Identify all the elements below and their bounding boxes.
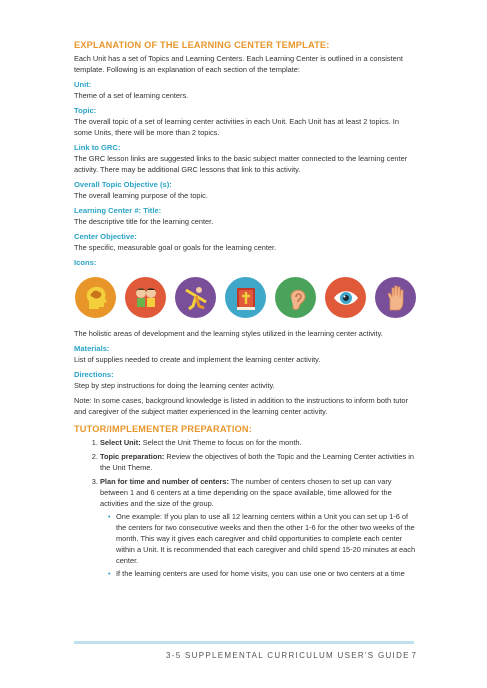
hand-icon	[375, 277, 416, 318]
intro-paragraph: Each Unit has a set of Topics and Learning Centers. Each Learning Center is outlined in a consistent template. Following is an explanation of each section of the template:	[74, 54, 403, 74]
section-title: Icons:	[74, 258, 97, 267]
section-directions	[74, 369, 418, 391]
list-item	[100, 451, 418, 473]
step-label: Topic preparation:	[100, 452, 165, 461]
section-body: Theme of a set of learning centers.	[74, 91, 189, 100]
section-title: Unit:	[74, 80, 92, 89]
icons-caption: The holistic areas of development and the learning styles utilized in the learning center activity.	[74, 329, 383, 338]
list-item	[100, 476, 418, 579]
section-materials	[74, 343, 418, 365]
section-body: The GRC lesson links are suggested links to the basic subject matter connected to the learning center activity. There may be additional GRC lessons that link to this activity.	[74, 154, 408, 174]
section-body: Step by step instructions for doing the learning center activity.	[74, 381, 275, 390]
yoga-figure-icon	[175, 277, 216, 318]
section-title: Center Objective:	[74, 232, 137, 241]
page-footer	[166, 651, 416, 660]
preparation-steps	[74, 437, 418, 579]
children-icon	[125, 277, 166, 318]
section-center-objective	[74, 231, 418, 253]
bullet-item: • If the learning centers are used for home visits, you can use one or two centers at a time	[108, 568, 418, 579]
footer-rule	[74, 641, 414, 644]
icon-row	[75, 277, 418, 318]
section-title: Materials:	[74, 344, 110, 353]
section-title: Topic:	[74, 106, 97, 115]
step-text: Select the Unit Theme to focus on for the month.	[140, 438, 302, 447]
section-topic	[74, 105, 418, 138]
document-page	[74, 40, 418, 582]
list-item	[100, 437, 418, 448]
section-title: Directions:	[74, 370, 114, 379]
step-label: Plan for time and number of centers:	[100, 477, 229, 486]
note-paragraph: Note: In some cases, background knowledge is listed in addition to the instructions to inform both tutor and caregiver of the subject matter experienced in the learning center activity.	[74, 396, 408, 416]
main-heading: EXPLANATION OF THE LEARNING CENTER TEMPLATE:	[74, 40, 330, 50]
head-brain-icon	[75, 277, 116, 318]
step-text: Review the objectives of both the Topic and the Learning Center activities in the Unit Theme.	[100, 452, 414, 472]
section-title: Link to GRC:	[74, 143, 121, 152]
section-overall-objective	[74, 179, 418, 201]
section-icons	[74, 257, 418, 268]
section-unit	[74, 79, 418, 101]
section-body: List of supplies needed to create and implement the learning center activity.	[74, 355, 321, 364]
sub-heading: TUTOR/IMPLEMENTER PREPARATION:	[74, 424, 253, 434]
section-link-to-grc	[74, 142, 418, 175]
section-body: The descriptive title for the learning center.	[74, 217, 214, 226]
page-number: 7	[411, 651, 416, 660]
bullet-item: • One example: If you plan to use all 12 learning centers within a Unit you can set up 1-6 of the centers for two consecutive weeks and then the other 1-6 for the other two weeks of the month. This way it gives each caregiver and child opportunities to complete each center within a Unit. It is recommended that each caregiver and child spend 15-20 minutes at each center.	[108, 511, 418, 566]
book-icon	[225, 277, 266, 318]
ear-icon	[275, 277, 316, 318]
step-label: Select Unit:	[100, 438, 141, 447]
section-body: The overall topic of a set of learning center activities in each Unit. Each Unit has at least 2 topics. In some Units, there will be more than 2 topics.	[74, 117, 399, 137]
eye-icon	[325, 277, 366, 318]
bullet-list	[100, 511, 418, 579]
section-learning-center-title	[74, 205, 418, 227]
section-body: The specific, measurable goal or goals for the learning center.	[74, 243, 277, 252]
step-text: The number of centers chosen to set up can vary between 1 and 6 centers at a time depending on the space available, time allowed for the activities and the size of the group.	[100, 477, 392, 508]
footer-title: 3-5 SUPPLEMENTAL CURRICULUM USER'S GUIDE	[166, 651, 410, 660]
section-title: Overall Topic Objective (s):	[74, 180, 172, 189]
section-title: Learning Center #: Title:	[74, 206, 162, 215]
section-body: The overall learning purpose of the topic.	[74, 191, 208, 200]
